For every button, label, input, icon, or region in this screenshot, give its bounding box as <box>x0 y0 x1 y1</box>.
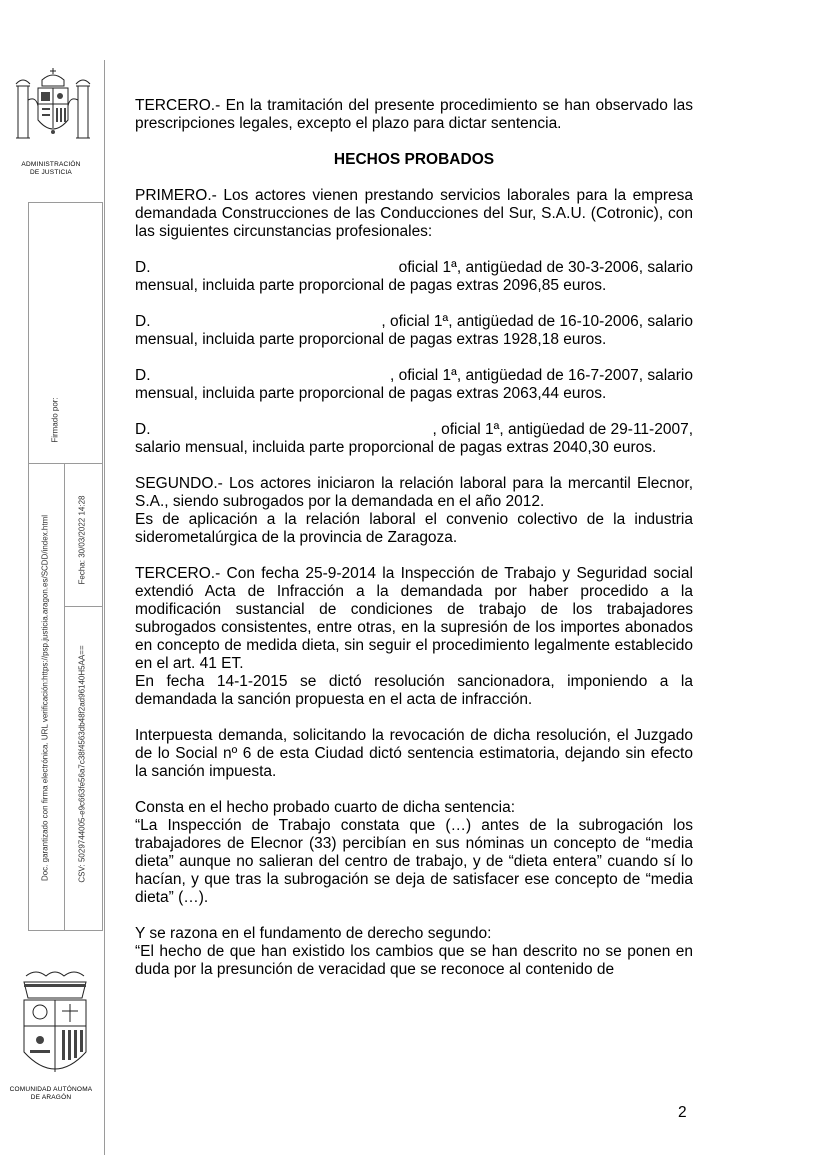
quote-inspeccion-paragraph: “La Inspección de Trabajo constata que (…) antes de la subrogación los trabajadores de Elecnor (33) percibían en sus nóminas un concepto de “media dieta” aunque no salieran del centro de trabajo, y de “dieta entera” cuando sí lo hacían, y que tras la subrogación se deja de satisfacer ese concepto de “media dieta” (…). <box>135 817 693 906</box>
worker-prefix: D. <box>135 313 151 330</box>
worker-prefix: D. <box>135 421 151 438</box>
verification-url-text: Doc. garantizado con firma electrónica. URL verificación:https://psp.justicia.aragon.es/SCDD/index.html <box>40 514 50 882</box>
worker-details: oficial 1ª, antigüedad de 30-3-2006, salario <box>398 259 693 276</box>
aragon-coat-of-arms-logo <box>16 968 94 1084</box>
caption-line: DE ARAGÓN <box>30 1094 72 1101</box>
tercero-inspeccion-paragraph: TERCERO.- Con fecha 25-9-2014 la Inspección de Trabajo y Seguridad social extendió Acta de Infracción a la demandada por haber procedido a la modificación sustancial de condiciones de trabajo de los trabajadores subrogados consistentes, entre otras, en la supresión de los importes abonados en concepto de medida dieta, sin seguir el procedimiento legalmente establecido en el art. 41 ET. <box>135 565 693 672</box>
tercero-tramitacion-paragraph: TERCERO.- En la tramitación del presente procedimiento se han observado las prescripciones legales, excepto el plazo para dictar sentencia. <box>135 97 693 132</box>
worker-entry-3 <box>135 367 693 403</box>
worker-salary: mensual, incluida parte proporcional de pagas extras 2096,85 euros. <box>135 277 607 294</box>
resolucion-paragraph: En fecha 14-1-2015 se dictó resolución sancionadora, imponiendo a la demandada la sanción propuesta en el acta de infracción. <box>135 673 693 708</box>
worker-entry-1 <box>135 259 693 295</box>
caption-line: DE JUSTICIA <box>30 169 72 176</box>
convenio-paragraph: Es de aplicación a la relación laboral el convenio colectivo de la industria siderometalúrgica de la provincia de Zaragoza. <box>135 511 693 546</box>
worker-salary: mensual, incluida parte proporcional de pagas extras 1928,18 euros. <box>135 331 607 348</box>
signature-stamp-box <box>28 202 103 931</box>
worker-salary: mensual, incluida parte proporcional de pagas extras 2063,44 euros. <box>135 385 607 402</box>
quote-fundamento-paragraph: “El hecho de que han existido los cambios que se han descrito no se ponen en duda por la presunción de veracidad que se reconoce al contenido de <box>135 943 693 978</box>
page-number: 2 <box>678 1104 687 1121</box>
worker-prefix: D. <box>135 367 151 384</box>
consta-paragraph: Consta en el hecho probado cuarto de dicha sentencia: <box>135 799 516 816</box>
demanda-paragraph: Interpuesta demanda, solicitando la revocación de dicha resolución, el Juzgado de lo Social nº 6 de esta Ciudad dictó sentencia estimatoria, dejando sin efecto la sanción impuesta. <box>135 727 693 780</box>
spain-coat-of-arms-logo <box>12 66 94 158</box>
worker-details: , oficial 1ª, antigüedad de 16-7-2007, salario <box>389 367 693 384</box>
signature-date: Fecha: 30/03/2022 14:28 <box>77 495 87 585</box>
worker-details: , oficial 1ª, antigüedad de 16-10-2006, salario <box>381 313 693 330</box>
worker-salary: salario mensual, incluida parte proporcional de pagas extras 2040,30 euros. <box>135 439 657 456</box>
primero-paragraph: PRIMERO.- Los actores vienen prestando servicios laborales para la empresa demandada Construcciones de las Conducciones del Sur, S.A.U. (Cotronic), con las siguientes circunstancias profesionales: <box>135 187 693 240</box>
worker-details: , oficial 1ª, antigüedad de 29-11-2007, <box>432 421 693 438</box>
caption-line: ADMINISTRACIÓN <box>21 161 81 168</box>
firmado-por-label: Firmado por: <box>50 397 60 443</box>
margin-divider <box>104 60 105 1155</box>
razona-paragraph: Y se razona en el fundamento de derecho segundo: <box>135 925 492 942</box>
worker-entry-4 <box>135 421 693 457</box>
document-body <box>135 97 693 997</box>
segundo-paragraph: SEGUNDO.- Los actores iniciaron la relación laboral para la mercantil Elecnor, S.A., siendo subrogados por la demandada en el año 2012. <box>135 475 693 510</box>
caption-line: COMUNIDAD AUTÓNOMA <box>9 1086 93 1093</box>
worker-entry-2 <box>135 313 693 349</box>
hechos-probados-heading: HECHOS PROBADOS <box>333 151 495 168</box>
worker-prefix: D. <box>135 259 151 276</box>
csv-code: CSV: 5029744005-e9c663fe56a7c38f4563db48f2ad96140H5AA== <box>77 645 87 883</box>
administracion-justicia-caption <box>0 161 102 177</box>
comunidad-autonoma-caption <box>0 1086 102 1102</box>
